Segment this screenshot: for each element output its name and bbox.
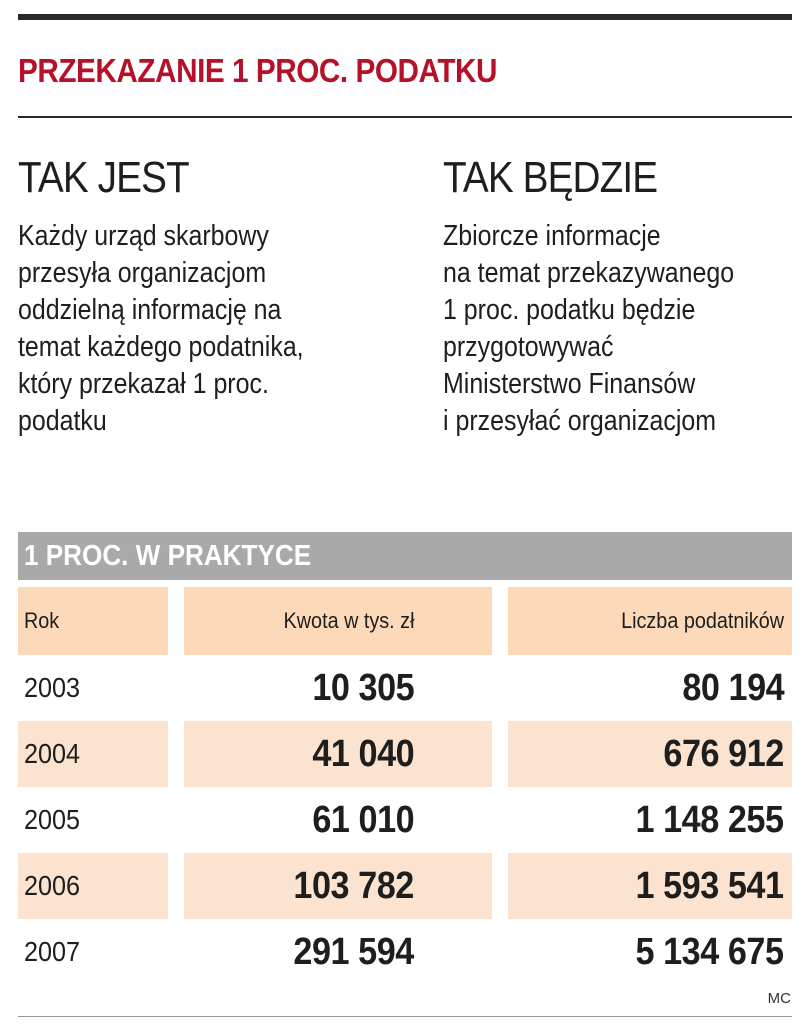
table-row	[18, 655, 792, 721]
count-value: 676 912	[663, 732, 784, 775]
count-cell	[508, 787, 792, 853]
year-value: 2003	[24, 672, 81, 703]
header-cell-amount	[184, 587, 492, 655]
count-cell	[508, 853, 792, 919]
future-state-column	[443, 150, 793, 440]
count-cell	[508, 655, 792, 721]
year-cell	[18, 853, 168, 919]
current-state-column	[18, 150, 398, 440]
amount-value: 103 782	[293, 864, 414, 907]
year-value: 2006	[24, 870, 81, 901]
header-cell-count	[508, 587, 792, 655]
amount-cell	[184, 853, 492, 919]
count-value: 1 593 541	[635, 864, 784, 907]
author-credit: MC	[767, 990, 791, 1007]
amount-cell	[184, 787, 492, 853]
header-amount: Kwota w tys. zł	[283, 608, 414, 633]
year-value: 2007	[24, 936, 81, 967]
table-row	[18, 721, 792, 787]
amount-value: 41 040	[312, 732, 414, 775]
amount-value: 291 594	[293, 930, 414, 973]
year-cell	[18, 721, 168, 787]
year-value: 2004	[24, 738, 81, 769]
amount-cell	[184, 655, 492, 721]
count-value: 1 148 255	[635, 798, 784, 841]
section-header	[18, 532, 792, 580]
section-title: 1 PROC. W PRAKTYCE	[24, 540, 312, 572]
table-row	[18, 787, 792, 853]
bottom-rule	[18, 1016, 792, 1017]
count-cell	[508, 721, 792, 787]
count-cell	[508, 919, 792, 985]
amount-value: 10 305	[312, 666, 414, 709]
amount-cell	[184, 721, 492, 787]
header-year: Rok	[24, 608, 60, 633]
top-rule	[18, 14, 792, 20]
year-cell	[18, 655, 168, 721]
year-cell	[18, 919, 168, 985]
table-row	[18, 853, 792, 919]
future-state-text: Zbiorcze informacje na temat przekazywanego 1 proc. podatku będzie przygotowywać Ministerstwo Finansów i przesyłać organizacjom	[443, 220, 735, 437]
year-value: 2005	[24, 804, 81, 835]
table-header-row	[18, 587, 792, 655]
count-value: 80 194	[682, 666, 784, 709]
page-title: PRZEKAZANIE 1 PROC. PODATKU	[18, 52, 498, 89]
header-cell-year	[18, 587, 168, 655]
amount-cell	[184, 919, 492, 985]
current-state-heading: TAK JEST	[18, 153, 189, 202]
amount-value: 61 010	[312, 798, 414, 841]
header-count: Liczba podatników	[621, 608, 784, 633]
future-state-heading: TAK BĘDZIE	[443, 153, 658, 202]
title-divider	[18, 116, 792, 118]
table-row	[18, 919, 792, 985]
year-cell	[18, 787, 168, 853]
count-value: 5 134 675	[635, 930, 784, 973]
current-state-text: Każdy urząd skarbowy przesyła organizacjom oddzielną informację na temat każdego podatnika, który przekazał 1 proc. podatku	[18, 220, 304, 437]
stats-table	[18, 587, 792, 985]
